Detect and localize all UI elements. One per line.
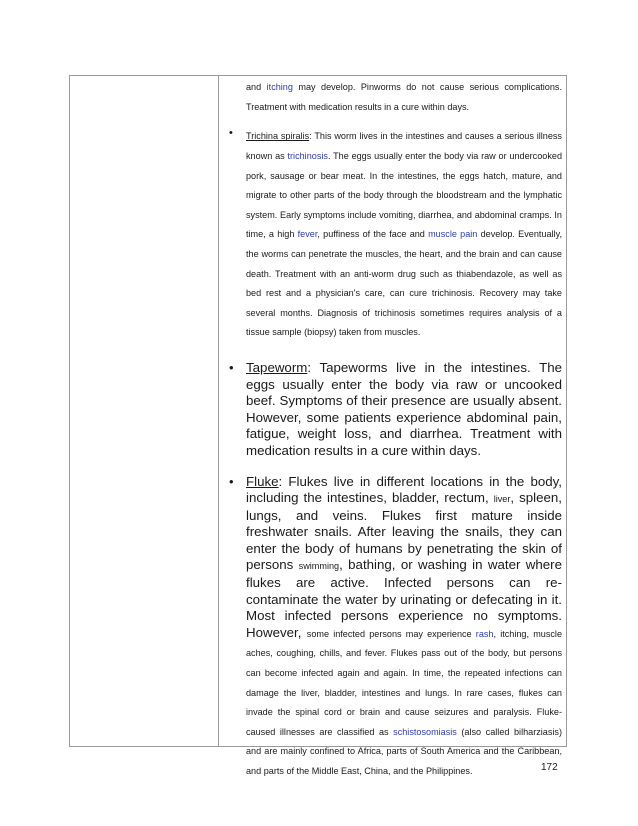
itching-link[interactable]: itching [266, 82, 293, 92]
page-number: 172 [541, 762, 558, 773]
pinworm-continuation [232, 76, 562, 117]
term: Tapeworm [246, 359, 308, 375]
text: : Tapeworms live in the intestines. The eggs usually enter the body via raw or uncooked beef. Symptoms of their presence are usually absent. However, some patients experience abdominal pain, fatigue, weight loss, and diarrhea. Treatment with medication results in a cure within days. [246, 359, 562, 458]
bullet-icon: • [229, 127, 233, 140]
text: : Flukes live in different locations in the body, including the intestines, bladder, rectum, [246, 473, 562, 506]
bullet-icon: • [229, 473, 234, 489]
text: liver [493, 494, 511, 505]
text: , puffiness of the face and [317, 229, 429, 240]
text: swimming [298, 561, 340, 572]
text: (also called bilharziasis) and are mainly confined to Africa, parts of South America and the Caribbean, and parts of the Middle East, China, and the Philippines. [246, 726, 563, 776]
term: Trichina spiralis [246, 131, 310, 142]
text: , itching, muscle aches, coughing, chills, and fever. Flukes pass out of the body, but persons can become infected again and again. In time, the repeated infections can damage the liver, bladder, intestines and lungs. In rare cases, flukes can invade the spinal cord or brain and cause seizures and paralysis. Fluke-caused illnesses are classified as [246, 628, 563, 737]
text: and [246, 82, 267, 92]
table-content-cell [229, 76, 563, 782]
text: , spleen, lungs, and veins. Flukes first mature inside freshwater snails. After leaving the snails, they can enter the body of humans by penetrating the skin of persons [246, 490, 562, 573]
text: may develop. Pinworms do not cause serious complications. Treatment with medication results in a cure within days. [246, 82, 563, 113]
text: : This worm lives in the intestines and causes a serious illness known as [246, 131, 562, 161]
tapeworm-paragraph [246, 360, 562, 460]
list-item-trichina [229, 127, 563, 343]
text: some infected persons may experience [306, 628, 476, 639]
muscle-pain-link[interactable]: muscle pain [428, 229, 478, 240]
fever-link[interactable]: fever [297, 229, 318, 240]
fluke-paragraph [246, 474, 562, 782]
text: , bathing, or washing in water where flukes are active. Infected persons can re-contaminate the water by urinating or defecating in it. Most infected persons experience no symptoms. However, [246, 557, 562, 640]
bullet-icon: • [229, 359, 234, 375]
list-item-tapeworm [229, 359, 562, 460]
text: develop. Eventually, the worms can penetrate the muscles, the heart, and the brain and can cause death. Treatment with an anti-worm drug such as thiabendazole, as well as bed rest and a physician's care, can cure trichinosis. Recovery may take several months. Diagnosis of trichinosis sometimes requires analysis of a tissue sample (biopsy) taken from muscles. [246, 229, 562, 338]
rash-link[interactable]: rash [475, 628, 494, 639]
schistosomiasis-link[interactable]: schistosomiasis [393, 726, 457, 737]
trichinosis-link[interactable]: trichinosis [287, 151, 328, 161]
term: Fluke [246, 473, 279, 489]
list-item-fluke [229, 473, 563, 782]
trichina-paragraph [246, 127, 562, 343]
column-divider [218, 76, 219, 746]
text: . The eggs usually enter the body via raw or undercooked pork, sausage or bear meat. In the intestines, the eggs hatch, mature, and migrate to other parts of the body through the bloodstream and the lymphatic system. Early symptoms include vomiting, diarrhea, and abdominal cramps. In time, a high [246, 151, 563, 240]
